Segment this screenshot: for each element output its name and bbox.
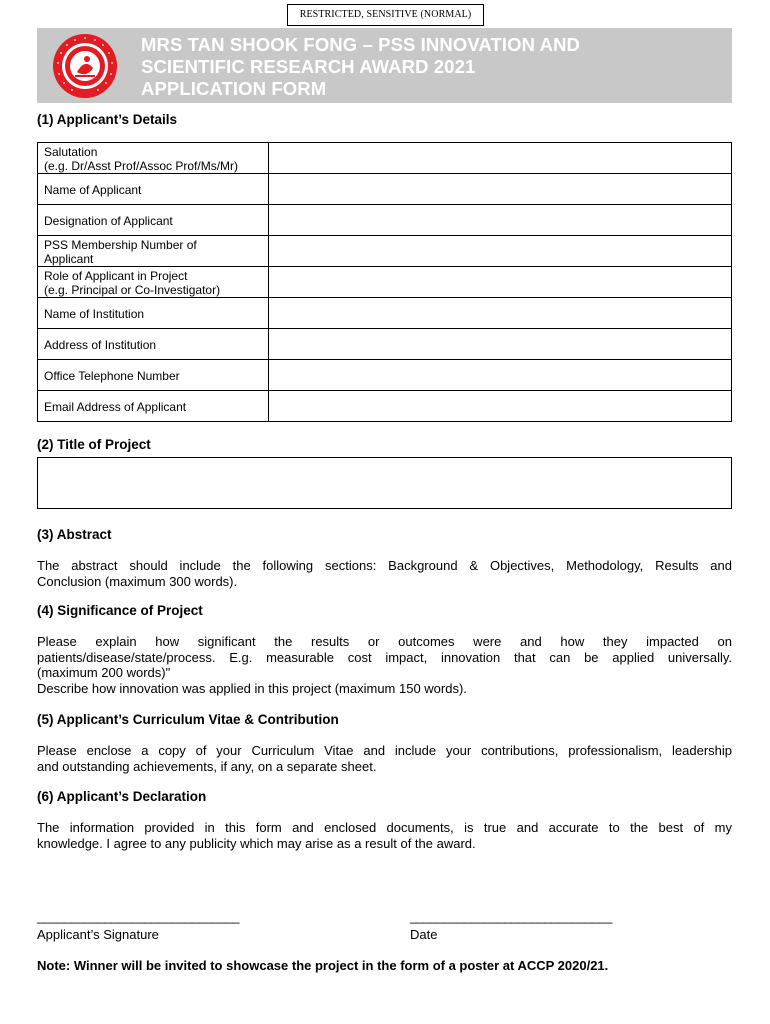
label-line: Salutation [44, 145, 98, 159]
applicant-signature-line[interactable]: ______________________________ [37, 909, 239, 924]
field-label-designation [38, 205, 269, 236]
email-field[interactable] [268, 391, 731, 422]
label-line: Name of Applicant [44, 183, 142, 197]
label-line: Name of Institution [44, 307, 145, 321]
form-title-line: APPLICATION FORM [141, 78, 327, 99]
section-5-heading: (5) Applicant’s Curriculum Vitae & Contribution [37, 712, 339, 727]
label-line: Email Address of Applicant [44, 400, 187, 414]
label-line: Applicant [44, 252, 94, 266]
applicant-signature-label: Applicant’s Signature [37, 927, 159, 942]
paragraph-line: Please enclose a copy of your Curriculum Vitae and include your contributions, professionalism, leadership [37, 743, 732, 758]
address-field[interactable] [268, 329, 731, 360]
label-line: PSS Membership Number of [44, 238, 197, 252]
form-title-line: SCIENTIFIC RESEARCH AWARD 2021 [141, 56, 476, 77]
label-line: (e.g. Dr/Asst Prof/Assoc Prof/Ms/Mr) [44, 159, 239, 173]
table-row [38, 174, 732, 205]
header-banner [37, 28, 732, 103]
date-line[interactable]: ______________________________ [410, 909, 612, 924]
section-3-heading: (3) Abstract [37, 527, 112, 542]
field-label-email [38, 391, 269, 422]
section-2-heading: (2) Title of Project [37, 437, 151, 452]
label-line: Role of Applicant in Project [44, 269, 188, 283]
section-6-heading: (6) Applicant’s Declaration [37, 789, 207, 804]
paragraph-line: The abstract should include the following sections: Background & Objectives, Methodology, Results and [37, 558, 732, 573]
table-row [38, 143, 732, 174]
label-line: Office Telephone Number [44, 369, 180, 383]
field-label-membership-number [38, 236, 269, 267]
label-line: Address of Institution [44, 338, 157, 352]
field-label-name [38, 174, 269, 205]
field-label-institution [38, 298, 269, 329]
institution-field[interactable] [268, 298, 731, 329]
field-label-telephone [38, 360, 269, 391]
significance-instructions [37, 634, 732, 696]
salutation-field[interactable] [268, 143, 731, 174]
label-line: Designation of Applicant [44, 214, 173, 228]
form-title-line: MRS TAN SHOOK FONG – PSS INNOVATION AND [141, 34, 581, 55]
abstract-instructions [37, 558, 732, 589]
table-row [38, 205, 732, 236]
project-title-field[interactable] [37, 457, 732, 509]
paragraph-line: Describe how innovation was applied in this project (maximum 150 words). [37, 680, 467, 696]
declaration-text [37, 820, 732, 851]
table-row [38, 360, 732, 391]
paragraph-line: patients/disease/state/process. E.g. measurable cost impact, innovation that can be applied universally. [37, 649, 732, 665]
paragraph-line: Conclusion (maximum 300 words). [37, 573, 238, 589]
designation-field[interactable] [268, 205, 731, 236]
paragraph-line: Please explain how significant the results or outcomes were and how they impacted on [37, 634, 732, 649]
table-row [38, 298, 732, 329]
paragraph-line: The information provided in this form and enclosed documents, is true and accurate to the best of my [37, 820, 732, 835]
telephone-field[interactable] [268, 360, 731, 391]
paragraph-line: knowledge. I agree to any publicity which may arise as a result of the award. [37, 835, 476, 851]
membership-number-field[interactable] [268, 236, 731, 267]
table-row [38, 329, 732, 360]
society-crest-icon [51, 32, 119, 100]
applicant-details-table [37, 142, 732, 422]
field-label-role [38, 267, 269, 298]
cv-instructions [37, 743, 732, 774]
applicant-name-field[interactable] [268, 174, 731, 205]
paragraph-line: (maximum 200 words)" [37, 665, 171, 680]
field-label-salutation [38, 143, 269, 174]
table-row [38, 236, 732, 267]
role-field[interactable] [268, 267, 731, 298]
form-title [141, 34, 721, 100]
field-label-address [38, 329, 269, 360]
classification-label: RESTRICTED, SENSITIVE (NORMAL) [287, 4, 484, 26]
paragraph-line: and outstanding achievements, if any, on a separate sheet. [37, 758, 377, 774]
winner-note: Note: Winner will be invited to showcase the project in the form of a poster at ACCP 2020/21. [37, 958, 609, 973]
section-1-heading: (1) Applicant’s Details [37, 112, 178, 127]
table-row [38, 267, 732, 298]
section-4-heading: (4) Significance of Project [37, 603, 203, 618]
date-label: Date [410, 927, 438, 942]
label-line: (e.g. Principal or Co-Investigator) [44, 283, 221, 297]
table-row [38, 391, 732, 422]
